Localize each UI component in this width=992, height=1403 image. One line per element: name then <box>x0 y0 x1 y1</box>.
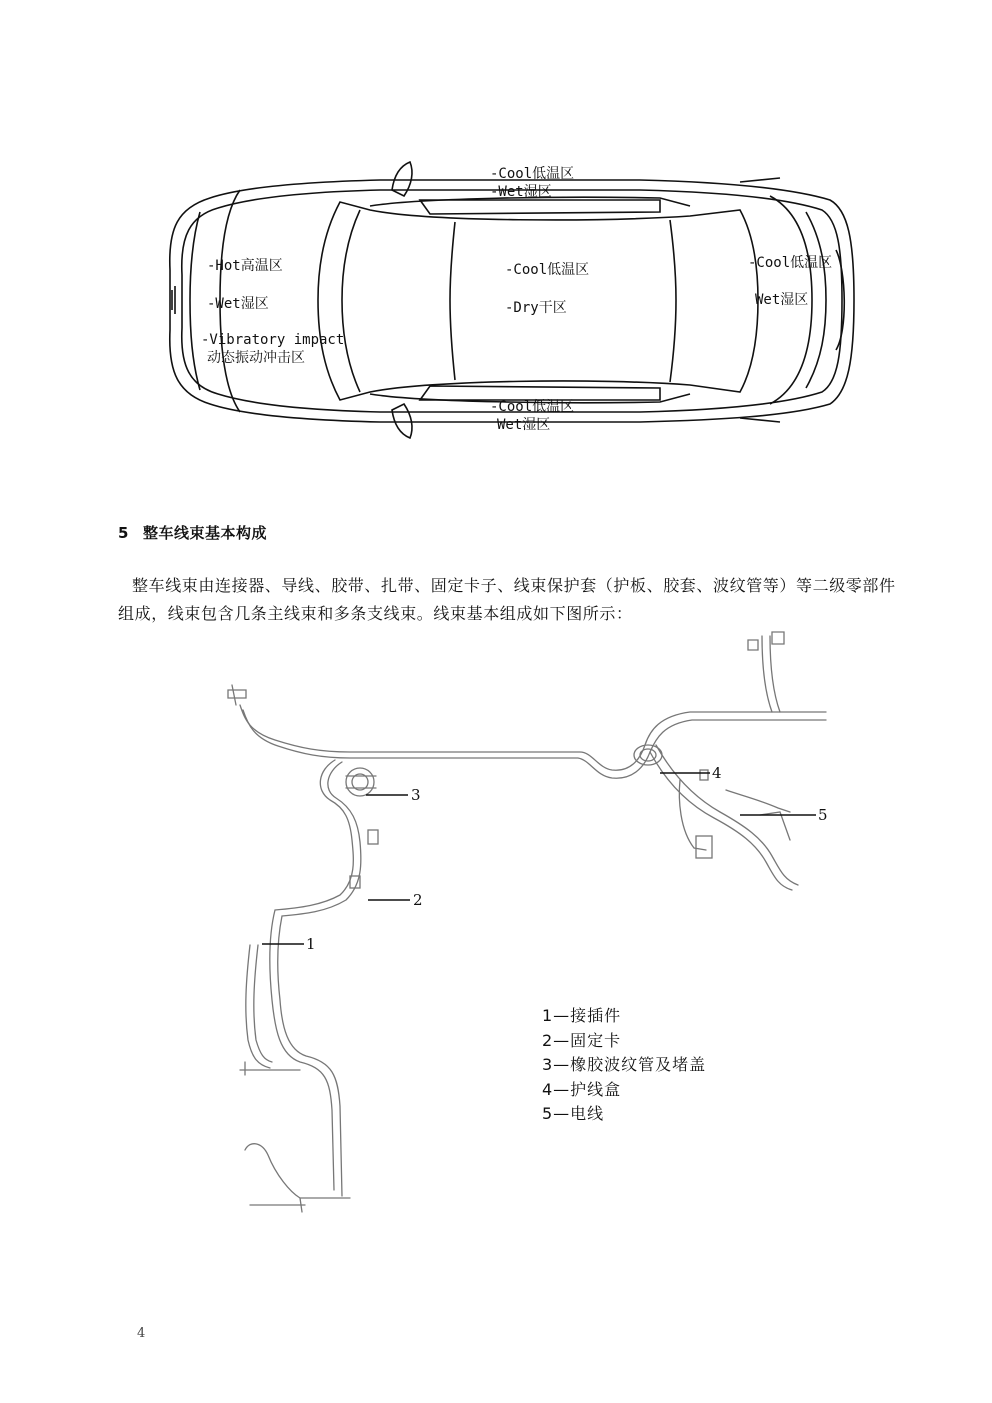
section-title: 整车线束基本构成 <box>142 524 267 542</box>
zone-roof-top-wet: -Wet湿区 <box>490 184 552 200</box>
zone-cabin-cool: -Cool低温区 <box>505 262 590 278</box>
zone-cabin-dry: -Dry干区 <box>505 300 567 316</box>
zone-rear-wet: Wet湿区 <box>755 292 809 308</box>
legend-item: 4—护线盒 <box>542 1079 622 1099</box>
legend-item: 1—接插件 <box>542 1006 622 1025</box>
zone-roof-bottom-wet: Wet湿区 <box>497 417 551 433</box>
page-number: 4 <box>137 1326 146 1341</box>
harness-legend <box>542 1004 706 1127</box>
zone-rear-cool: -Cool低温区 <box>748 255 833 271</box>
callout-label-4: 4 <box>712 764 722 782</box>
callout-label-2: 2 <box>413 891 423 909</box>
zone-roof-bottom-cool: -Cool低温区 <box>490 399 575 415</box>
zone-front-wet: -Wet湿区 <box>207 296 269 312</box>
zone-roof-top-cool: -Cool低温区 <box>490 166 575 182</box>
zone-front-vibratory: -Vibratory impact <box>201 332 345 348</box>
legend-item: 5—电线 <box>542 1104 605 1123</box>
zone-front-hot: -Hot高温区 <box>207 258 283 274</box>
callout-label-3: 3 <box>411 786 421 804</box>
legend-item: 3—橡胶波纹管及堵盖 <box>542 1055 707 1074</box>
callout-label-1: 1 <box>306 935 316 953</box>
callout-label-5: 5 <box>818 806 828 824</box>
legend-item: 2—固定卡 <box>542 1030 622 1050</box>
section-paragraph: 整车线束由连接器、导线、胶带、扎带、固定卡子、线束保护套（护板、胶套、波纹管等）等二级零部件组成，线束包含几条主线束和多条支线束。线束基本组成如下图所示： <box>118 576 896 623</box>
zone-front-vibratory-cn: 动态振动冲击区 <box>207 350 305 366</box>
section-number: 5 <box>118 524 129 542</box>
